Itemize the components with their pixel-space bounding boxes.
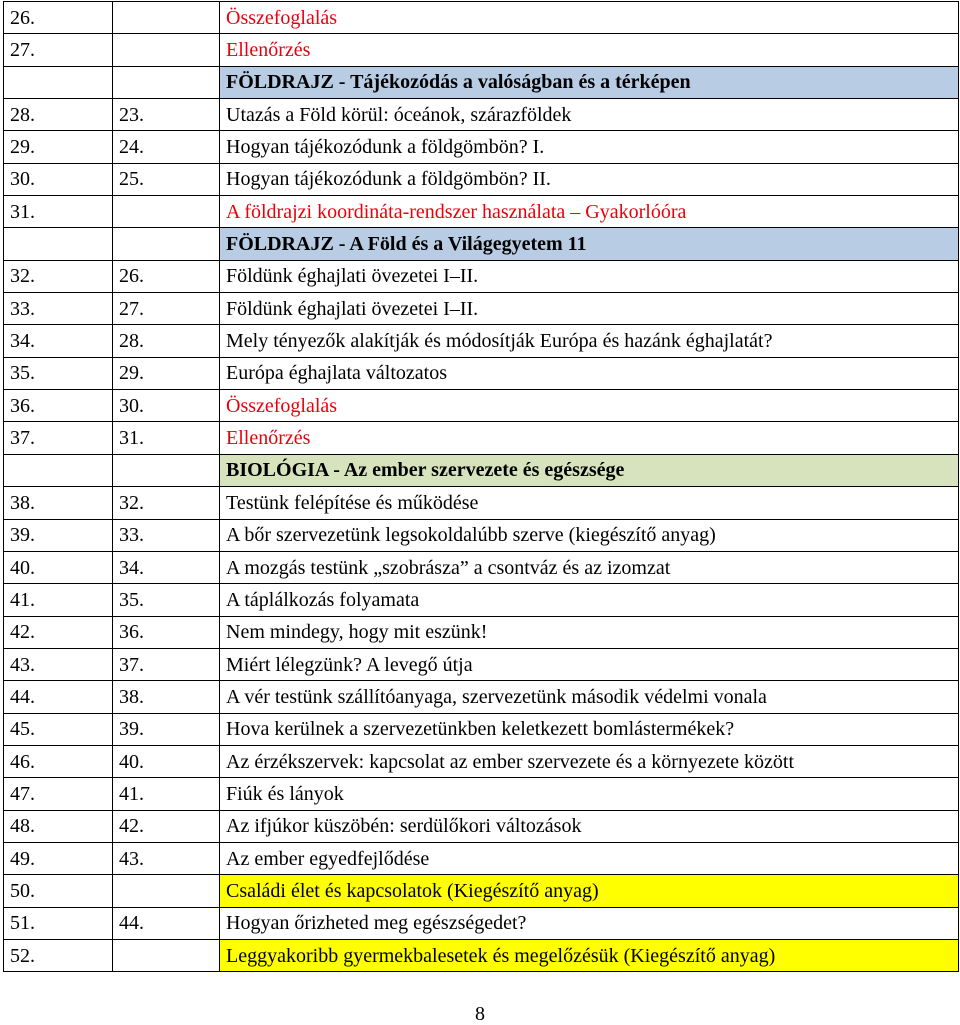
- empty-cell: [4, 66, 113, 98]
- table-row: [4, 260, 959, 292]
- table-row: [4, 293, 959, 325]
- topic-number: [113, 875, 220, 907]
- lesson-number: 26.: [4, 2, 113, 34]
- topic-number: 42.: [113, 810, 220, 842]
- lesson-number: 44.: [4, 681, 113, 713]
- topic-number: 31.: [113, 422, 220, 454]
- topic-number: 27.: [113, 293, 220, 325]
- table-row: [4, 745, 959, 777]
- lesson-number: 30.: [4, 163, 113, 195]
- lesson-number: 33.: [4, 293, 113, 325]
- lesson-number: 52.: [4, 939, 113, 971]
- section-header-row: [4, 66, 959, 98]
- lesson-number: 49.: [4, 842, 113, 874]
- empty-cell: [4, 454, 113, 486]
- table-row: [4, 810, 959, 842]
- table-row: [4, 648, 959, 680]
- lesson-topic: Összefoglalás: [220, 390, 959, 422]
- page-number: 8: [475, 1003, 485, 1025]
- lesson-topic: Hogyan őrizheted meg egészségedet?: [220, 907, 959, 939]
- lesson-number: 27.: [4, 34, 113, 66]
- table-row: [4, 875, 959, 907]
- lesson-number: 32.: [4, 260, 113, 292]
- lesson-number: 29.: [4, 131, 113, 163]
- table-row: [4, 939, 959, 971]
- section-title: FÖLDRAJZ - A Föld és a Világegyetem 11: [220, 228, 959, 260]
- table-row: [4, 422, 959, 454]
- topic-number: [113, 2, 220, 34]
- topic-number: 32.: [113, 487, 220, 519]
- lesson-schedule-table: [3, 1, 959, 972]
- lesson-topic: Nem mindegy, hogy mit eszünk!: [220, 616, 959, 648]
- topic-number: [113, 196, 220, 228]
- lesson-number: 41.: [4, 584, 113, 616]
- topic-number: 26.: [113, 260, 220, 292]
- lesson-number: 42.: [4, 616, 113, 648]
- lesson-topic: Földünk éghajlati övezetei I–II.: [220, 293, 959, 325]
- lesson-number: 28.: [4, 99, 113, 131]
- lesson-number: 37.: [4, 422, 113, 454]
- table-row: [4, 487, 959, 519]
- topic-number: 38.: [113, 681, 220, 713]
- topic-number: 33.: [113, 519, 220, 551]
- table-row: [4, 390, 959, 422]
- table-row: [4, 357, 959, 389]
- lesson-topic: A táplálkozás folyamata: [220, 584, 959, 616]
- topic-number: 41.: [113, 778, 220, 810]
- section-title: BIOLÓGIA - Az ember szervezete és egészsége: [220, 454, 959, 486]
- lesson-number: 45.: [4, 713, 113, 745]
- empty-cell: [113, 66, 220, 98]
- lesson-number: 36.: [4, 390, 113, 422]
- lesson-topic: Hogyan tájékozódunk a földgömbön? II.: [220, 163, 959, 195]
- lesson-topic: Az ifjúkor küszöbén: serdülőkori változások: [220, 810, 959, 842]
- table-row: [4, 519, 959, 551]
- topic-number: 28.: [113, 325, 220, 357]
- lesson-number: 43.: [4, 648, 113, 680]
- lesson-topic: Miért lélegzünk? A levegő útja: [220, 648, 959, 680]
- topic-number: 36.: [113, 616, 220, 648]
- topic-number: 43.: [113, 842, 220, 874]
- lesson-number: 39.: [4, 519, 113, 551]
- lesson-number: 38.: [4, 487, 113, 519]
- topic-number: 25.: [113, 163, 220, 195]
- lesson-topic: A bőr szervezetünk legsokoldalúbb szerve (kiegészítő anyag): [220, 519, 959, 551]
- lesson-topic: Mely tényezők alakítják és módosítják Európa és hazánk éghajlatát?: [220, 325, 959, 357]
- table-row: [4, 681, 959, 713]
- lesson-number: 34.: [4, 325, 113, 357]
- lesson-topic: Ellenőrzés: [220, 422, 959, 454]
- lesson-number: 35.: [4, 357, 113, 389]
- topic-number: [113, 939, 220, 971]
- lesson-topic: Leggyakoribb gyermekbalesetek és megelőzésük (Kiegészítő anyag): [220, 939, 959, 971]
- topic-number: [113, 34, 220, 66]
- table-row: [4, 99, 959, 131]
- lesson-topic: Fiúk és lányok: [220, 778, 959, 810]
- lesson-number: 51.: [4, 907, 113, 939]
- empty-cell: [4, 228, 113, 260]
- lesson-topic: Az érzékszervek: kapcsolat az ember szervezete és a környezete között: [220, 745, 959, 777]
- topic-number: 23.: [113, 99, 220, 131]
- table-row: [4, 584, 959, 616]
- table-row: [4, 163, 959, 195]
- topic-number: 35.: [113, 584, 220, 616]
- empty-cell: [113, 454, 220, 486]
- table-row: [4, 34, 959, 66]
- table-row: [4, 842, 959, 874]
- lesson-topic: Összefoglalás: [220, 2, 959, 34]
- table-row: [4, 2, 959, 34]
- section-title: FÖLDRAJZ - Tájékozódás a valóságban és a térképen: [220, 66, 959, 98]
- lesson-topic: Az ember egyedfejlődése: [220, 842, 959, 874]
- topic-number: 44.: [113, 907, 220, 939]
- schedule-body: [4, 2, 959, 972]
- empty-cell: [113, 228, 220, 260]
- table-row: [4, 616, 959, 648]
- table-row: [4, 196, 959, 228]
- topic-number: 24.: [113, 131, 220, 163]
- section-header-row: [4, 228, 959, 260]
- topic-number: 34.: [113, 551, 220, 583]
- table-row: [4, 325, 959, 357]
- lesson-topic: Hova kerülnek a szervezetünkben keletkezett bomlástermékek?: [220, 713, 959, 745]
- table-row: [4, 778, 959, 810]
- topic-number: 40.: [113, 745, 220, 777]
- lesson-topic: Ellenőrzés: [220, 34, 959, 66]
- lesson-topic: A földrajzi koordináta-rendszer használata – Gyakorlóóra: [220, 196, 959, 228]
- table-row: [4, 713, 959, 745]
- lesson-number: 47.: [4, 778, 113, 810]
- lesson-topic: Családi élet és kapcsolatok (Kiegészítő anyag): [220, 875, 959, 907]
- lesson-number: 31.: [4, 196, 113, 228]
- lesson-number: 46.: [4, 745, 113, 777]
- section-header-row: [4, 454, 959, 486]
- topic-number: 37.: [113, 648, 220, 680]
- table-row: [4, 131, 959, 163]
- lesson-number: 48.: [4, 810, 113, 842]
- table-row: [4, 551, 959, 583]
- topic-number: 39.: [113, 713, 220, 745]
- lesson-number: 40.: [4, 551, 113, 583]
- topic-number: 29.: [113, 357, 220, 389]
- lesson-topic: Földünk éghajlati övezetei I–II.: [220, 260, 959, 292]
- lesson-topic: Testünk felépítése és működése: [220, 487, 959, 519]
- topic-number: 30.: [113, 390, 220, 422]
- lesson-topic: Hogyan tájékozódunk a földgömbön? I.: [220, 131, 959, 163]
- lesson-topic: Utazás a Föld körül: óceánok, szárazföldek: [220, 99, 959, 131]
- table-row: [4, 907, 959, 939]
- lesson-topic: Európa éghajlata változatos: [220, 357, 959, 389]
- lesson-topic: A mozgás testünk „szobrásza” a csontváz és az izomzat: [220, 551, 959, 583]
- lesson-number: 50.: [4, 875, 113, 907]
- lesson-topic: A vér testünk szállítóanyaga, szervezetünk második védelmi vonala: [220, 681, 959, 713]
